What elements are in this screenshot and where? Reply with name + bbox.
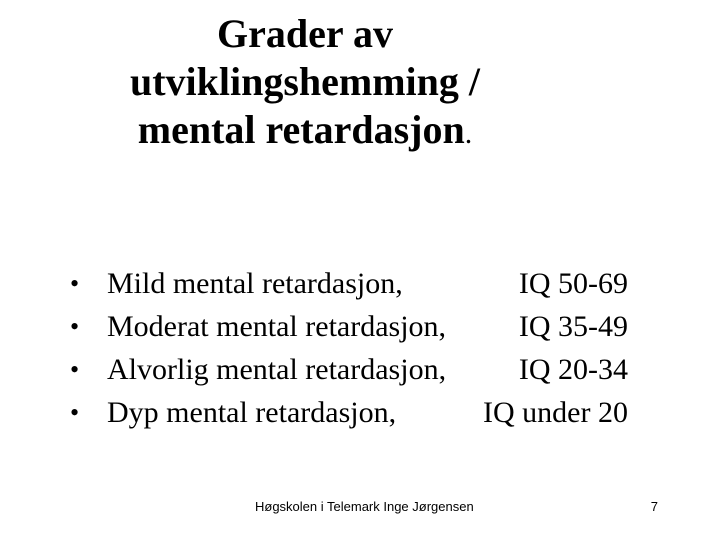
page-number: 7: [650, 499, 658, 514]
list-item-moderat: [70, 305, 650, 348]
title-line-1: Grader av: [217, 11, 393, 56]
list-item-dyp: [70, 391, 650, 434]
list-item-mild: [70, 262, 650, 305]
slide-footer: [0, 497, 720, 517]
slide-title: [60, 10, 550, 158]
iq-range: IQ 35-49: [518, 310, 628, 343]
grade-label: Dyp mental retardasjon,: [107, 396, 397, 429]
title-line-2: utviklingshemming /: [129, 59, 481, 104]
title-line-3-text: mental retardasjon: [137, 107, 465, 152]
footer-source: Høgskolen i Telemark Inge Jørgensen: [255, 499, 474, 514]
title-line-3: [60, 106, 550, 158]
iq-range: IQ under 20: [483, 396, 628, 429]
bullet-icon: •: [70, 269, 80, 298]
title-period: .: [464, 117, 473, 150]
iq-range: IQ 20-34: [518, 353, 628, 386]
bullet-icon: •: [70, 312, 80, 341]
grade-label: Alvorlig mental retardasjon,: [107, 353, 447, 386]
bullet-icon: •: [70, 398, 80, 427]
grade-label: Moderat mental retardasjon,: [107, 310, 447, 343]
grade-label: Mild mental retardasjon,: [107, 267, 403, 300]
retardation-grade-list: [70, 262, 650, 434]
bullet-icon: •: [70, 355, 80, 384]
list-item-alvorlig: [70, 348, 650, 391]
iq-range: IQ 50-69: [518, 267, 628, 300]
